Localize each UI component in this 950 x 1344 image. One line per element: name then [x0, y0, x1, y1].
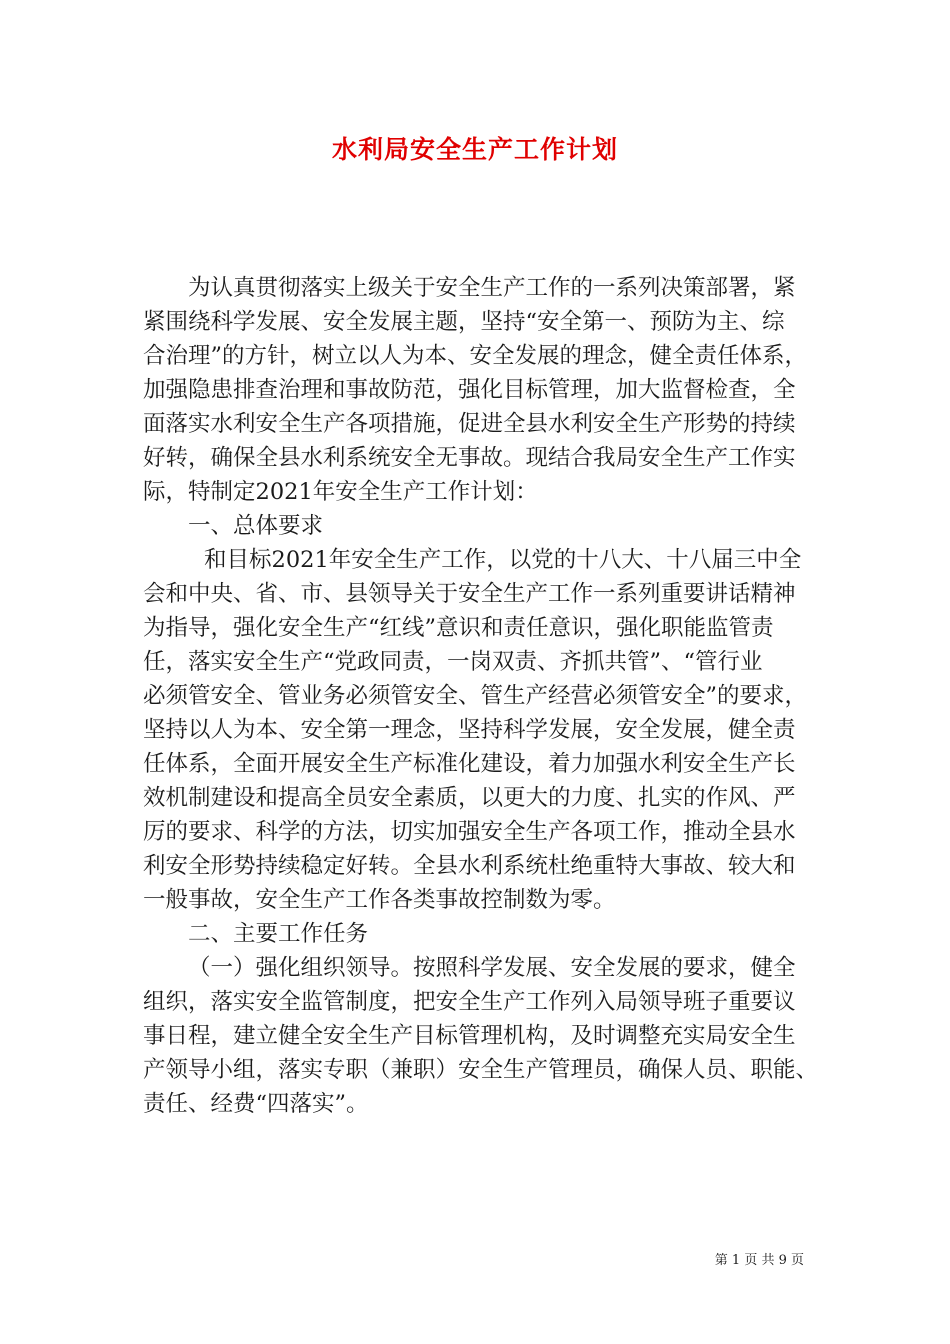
page-number: 第 1 页 共 9 页	[714, 1253, 804, 1268]
body-line: 紧围绕科学发展、安全发展主题，坚持“安全第一、预防为主、综	[143, 309, 785, 335]
body-line: 效机制建设和提高全员安全素质，以更大的力度、扎实的作风、严	[143, 785, 796, 811]
body-line: 责任、经费“四落实”。	[143, 1091, 369, 1117]
body-line: （一）强化组织领导。按照科学发展、安全发展的要求，健全	[188, 955, 796, 981]
body-line: 事日程，建立健全安全生产目标管理机构，及时调整充实局安全生	[143, 1023, 796, 1049]
body-line: 合治理”的方针，树立以人为本、安全发展的理念，健全责任体系，	[143, 343, 808, 369]
body-line: 会和中央、省、市、县领导关于安全生产工作一系列重要讲话精神	[143, 581, 796, 607]
document-title: 水利局安全生产工作计划	[331, 135, 618, 164]
body-line: 为认真贯彻落实上级关于安全生产工作的一系列决策部署，紧	[188, 275, 796, 301]
body-line: 好转，确保全县水利系统安全无事故。现结合我局安全生产工作实	[143, 445, 796, 471]
body-line: 厉的要求、科学的方法，切实加强安全生产各项工作，推动全县水	[143, 819, 796, 845]
body-line: 任，落实安全生产“党政同责，一岗双责、齐抓共管”、“管行业	[143, 649, 763, 675]
document-body	[143, 271, 823, 1121]
body-line: 加强隐患排查治理和事故防范，强化目标管理，加大监督检查，全	[143, 377, 796, 403]
body-line: 任体系，全面开展安全生产标准化建设，着力加强水利安全生产长	[143, 751, 796, 777]
body-line: 面落实水利安全生产各项措施，促进全县水利安全生产形势的持续	[143, 411, 796, 437]
body-line: 一般事故，安全生产工作各类事故控制数为零。	[143, 887, 616, 913]
section-heading: 二、主要工作任务	[188, 921, 369, 947]
body-line: 产领导小组，落实专职（兼职）安全生产管理员，确保人员、职能、	[143, 1057, 819, 1083]
body-line: 组织，落实安全监管制度，把安全生产工作列入局领导班子重要议	[143, 989, 796, 1015]
body-line: 际，特制定2021年安全生产工作计划：	[143, 479, 538, 505]
body-line: 为指导，强化安全生产“红线”意识和责任意识，强化职能监管责	[143, 615, 774, 641]
body-line: 利安全形势持续稳定好转。全县水利系统杜绝重特大事故、较大和	[143, 853, 796, 879]
body-line: 和目标2021年安全生产工作，以党的十八大、十八届三中全	[204, 547, 802, 573]
body-line: 坚持以人为本、安全第一理念，坚持科学发展，安全发展，健全责	[143, 717, 796, 743]
body-line: 必须管安全、管业务必须管安全、管生产经营必须管安全”的要求，	[143, 683, 808, 709]
section-heading: 一、总体要求	[188, 513, 324, 539]
